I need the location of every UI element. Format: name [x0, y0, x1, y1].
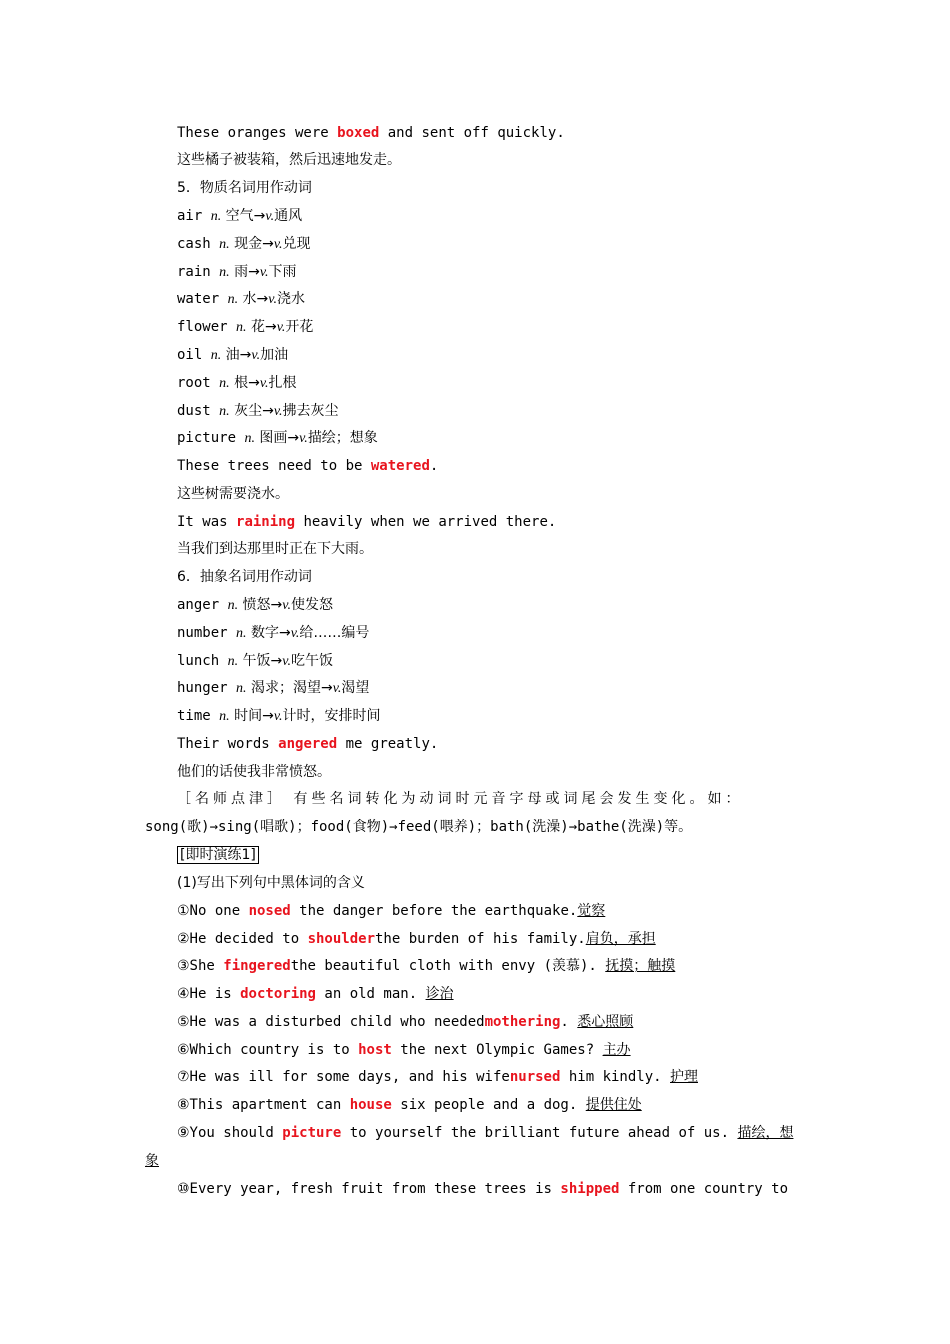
text-segment: the burden of his family. [375, 931, 586, 947]
highlighted-word: nursed [509, 1069, 561, 1085]
section-heading-box: [即时演练1] [177, 846, 259, 864]
highlighted-word: host [358, 1042, 392, 1058]
text-segment: v. [332, 681, 342, 696]
text-segment: 计时，安排时间 [282, 708, 381, 724]
text-segment: n. [236, 320, 247, 335]
text-line [177, 346, 288, 365]
text-segment: v. [282, 654, 291, 669]
text-segment: 这些橘子被装箱，然后迅速地发走。 [177, 152, 401, 168]
text-line [177, 874, 365, 892]
text-segment: n. [227, 654, 239, 669]
highlighted-word: watered [370, 458, 430, 474]
text-segment: n. [244, 431, 255, 446]
text-segment: 渴求；渴望→ [246, 680, 333, 696]
text-segment: 数字→ [246, 625, 291, 641]
text-line [177, 568, 312, 586]
text-segment: n. [219, 709, 230, 724]
answer-text: 诊治 [425, 986, 454, 1002]
highlighted-word: doctoring [240, 986, 316, 1002]
highlighted-word: house [349, 1097, 392, 1113]
text-line [177, 735, 438, 753]
text-segment: picture [177, 430, 245, 446]
text-segment: song(歌)→sing(唱歌)；food(食物)→feed(喂养)；bath(洗澡)→bathe(洗澡)等。 [145, 819, 693, 835]
highlighted-word: boxed [337, 125, 380, 141]
text-segment: air [177, 208, 211, 224]
text-segment: n. [236, 626, 247, 641]
highlighted-word: shipped [560, 1181, 620, 1197]
text-segment: from one country to [619, 1181, 789, 1197]
text-segment: 描绘；想象 [307, 430, 378, 446]
text-segment: 当我们到达那里时正在下大雨。 [177, 541, 373, 557]
text-segment: 油→ [221, 347, 252, 363]
text-line [177, 124, 565, 142]
text-segment: 扎根 [268, 375, 297, 391]
text-segment: v. [265, 209, 275, 224]
text-segment: v. [273, 709, 283, 724]
text-segment: ①No one [177, 903, 249, 919]
text-line [177, 985, 454, 1003]
highlighted-word: fingered [223, 958, 291, 974]
text-segment: 浇水 [276, 291, 305, 307]
text-segment: ［名师点津］ 有些名词转化为动词时元音字母或词尾会发生变化。如： [177, 791, 744, 807]
text-segment: v. [251, 348, 261, 363]
text-segment: root [177, 375, 220, 391]
text-segment: 加油 [260, 347, 289, 363]
text-segment: ⑥Which country is to [177, 1042, 359, 1058]
answer-text: 护理 [670, 1069, 698, 1085]
text-segment: n. [227, 598, 239, 613]
text-segment: v. [299, 431, 308, 446]
text-line [177, 624, 369, 643]
text-segment: 根→ [229, 375, 260, 391]
text-segment: 兑现 [282, 236, 311, 252]
answer-text: 主办 [602, 1042, 631, 1058]
text-line [177, 957, 675, 975]
text-segment: 6．抽象名词用作动词 [177, 569, 312, 585]
text-segment: v. [282, 598, 291, 613]
text-line [177, 1041, 631, 1059]
text-line [177, 402, 339, 421]
text-line [145, 818, 692, 836]
text-segment: ④He is [177, 986, 241, 1002]
text-line [145, 1152, 159, 1170]
text-segment: n. [210, 348, 222, 363]
text-segment: 图画→ [254, 430, 300, 446]
text-segment: oil [177, 347, 211, 363]
text-segment: ⑧This apartment can [177, 1097, 350, 1113]
text-line [177, 207, 302, 226]
text-segment: n. [210, 209, 222, 224]
text-segment: 5．物质名词用作动词 [177, 180, 312, 196]
text-segment: v. [290, 626, 300, 641]
text-line [177, 596, 333, 615]
text-line [177, 930, 656, 948]
highlighted-word: shoulder [307, 931, 375, 947]
text-segment: v. [276, 320, 286, 335]
text-segment: 午饭→ [238, 653, 283, 669]
text-segment: 花→ [246, 319, 277, 335]
text-line [177, 318, 313, 337]
text-segment: 给……编号 [299, 625, 370, 641]
text-line [177, 846, 259, 864]
text-segment: These oranges were [177, 125, 338, 141]
text-segment: ②He decided to [177, 931, 308, 947]
text-segment: the next Olympic Games? [391, 1042, 603, 1058]
highlighted-word: picture [282, 1125, 342, 1141]
text-segment: water [177, 291, 228, 307]
text-segment: 灰尘→ [229, 403, 274, 419]
text-line [177, 707, 381, 726]
text-segment: It was [177, 514, 237, 530]
text-line [177, 902, 605, 920]
text-segment: heavily when we arrived there. [295, 514, 557, 530]
text-segment: 他们的话使我非常愤怒。 [177, 764, 331, 780]
text-segment: (1)写出下列句中黑体词的含义 [177, 875, 365, 891]
text-segment: ③She [177, 958, 224, 974]
answer-text: 觉察 [577, 903, 606, 919]
text-segment: six people and a dog. [391, 1097, 586, 1113]
text-segment: me greatly. [337, 736, 439, 752]
text-line [177, 1124, 793, 1142]
answer-text: 抚摸；触摸 [605, 958, 676, 974]
text-segment: an old man. [315, 986, 426, 1002]
text-segment: and sent off quickly. [379, 125, 565, 141]
text-segment: hunger [177, 680, 237, 696]
text-line [177, 1096, 642, 1114]
text-segment: 渴望 [341, 680, 370, 696]
text-segment: 下雨 [268, 264, 297, 280]
text-segment: cash [177, 236, 220, 252]
text-line [177, 263, 297, 282]
text-line [177, 374, 297, 393]
text-segment: n. [227, 292, 239, 307]
text-segment: ⑨You should [177, 1125, 283, 1141]
text-segment: lunch [177, 653, 228, 669]
text-segment: the beautiful cloth with envy (羡慕). [290, 958, 606, 974]
text-segment: 现金→ [229, 236, 274, 252]
text-line [177, 429, 378, 448]
text-line [177, 290, 305, 309]
text-line [177, 1180, 788, 1198]
text-segment: 通风 [274, 208, 303, 224]
text-segment: the danger before the earthquake. [290, 903, 578, 919]
text-line [177, 540, 373, 558]
highlighted-word: mothering [484, 1014, 561, 1030]
answer-text: 提供住处 [585, 1097, 642, 1113]
highlighted-word: nosed [248, 903, 291, 919]
text-segment: to yourself the brilliant future ahead of us. [341, 1125, 738, 1141]
text-segment: ⑩Every year, fresh fruit from these trees is [177, 1181, 561, 1197]
text-line [177, 790, 743, 808]
text-segment: time [177, 708, 220, 724]
text-segment: flower [177, 319, 237, 335]
text-line [177, 235, 311, 254]
answer-text: 象 [145, 1153, 159, 1169]
text-segment: 拂去灰尘 [282, 403, 339, 419]
text-segment: anger [177, 597, 228, 613]
text-segment: n. [219, 376, 230, 391]
text-segment: 时间→ [229, 708, 274, 724]
text-segment: . [429, 458, 439, 474]
text-line [177, 1068, 698, 1086]
text-segment: . [560, 1014, 578, 1030]
text-segment: ⑦He was ill for some days, and his wife [177, 1069, 510, 1085]
highlighted-word: angered [278, 736, 338, 752]
text-segment: 这些树需要浇水。 [177, 486, 289, 502]
text-line [177, 763, 331, 781]
text-segment: him kindly. [560, 1069, 670, 1085]
text-line [177, 485, 289, 503]
text-segment: Their words [177, 736, 279, 752]
text-segment: 空气→ [221, 208, 266, 224]
text-line [177, 151, 401, 169]
text-segment: 吃午饭 [290, 653, 333, 669]
highlighted-word: raining [236, 514, 296, 530]
answer-text: 描绘，想 [737, 1125, 794, 1141]
text-segment: n. [236, 681, 247, 696]
text-segment: 雨→ [229, 264, 260, 280]
text-segment: These trees need to be [177, 458, 371, 474]
text-segment: 使发怒 [290, 597, 333, 613]
text-segment: number [177, 625, 237, 641]
text-segment: 愤怒→ [238, 597, 283, 613]
text-line [177, 652, 333, 671]
text-segment: n. [219, 237, 230, 252]
text-segment: ⑤He was a disturbed child who needed [177, 1014, 485, 1030]
answer-text: 悉心照顾 [577, 1014, 634, 1030]
text-segment: dust [177, 403, 220, 419]
text-line [177, 457, 438, 475]
text-line [177, 1013, 633, 1031]
text-segment: v. [268, 292, 277, 307]
text-segment: v. [259, 376, 269, 391]
text-line [177, 679, 369, 698]
text-segment: v. [259, 265, 269, 280]
text-line [177, 179, 312, 197]
text-segment: n. [219, 265, 230, 280]
text-segment: 开花 [285, 319, 314, 335]
answer-text: 肩负，承担 [585, 931, 656, 947]
text-line [177, 513, 556, 531]
text-segment: 水→ [238, 291, 269, 307]
text-segment: n. [219, 404, 230, 419]
text-segment: v. [273, 404, 283, 419]
text-segment: v. [273, 237, 283, 252]
text-segment: rain [177, 264, 220, 280]
